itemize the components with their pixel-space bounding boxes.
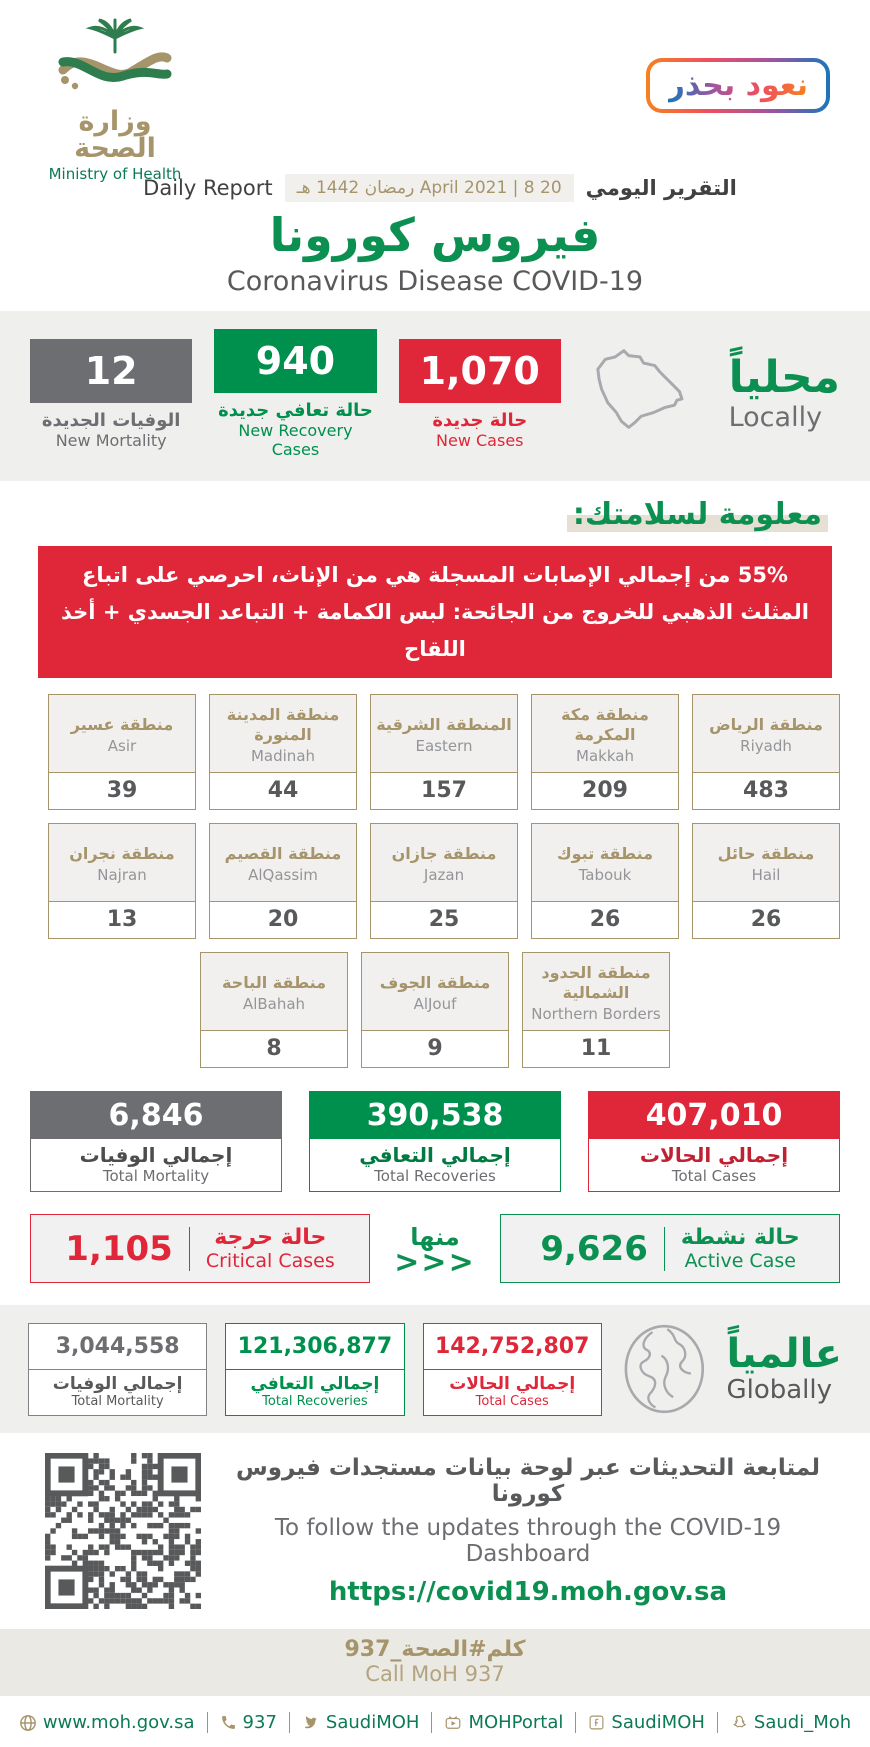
total-recoveries-card (309, 1091, 561, 1192)
locally-section (0, 311, 870, 481)
region-name-en: Hail (751, 866, 781, 885)
new-recoveries-value: 940 (214, 329, 376, 393)
report-title-ar: التقرير اليومي (585, 176, 737, 200)
new-mortality-label-en: New Mortality (55, 430, 167, 450)
totals-section (0, 1081, 870, 1192)
global-cases-label-ar: إجمالي الحالات (449, 1373, 576, 1394)
global-recoveries-label-ar: إجمالي التعافي (250, 1373, 380, 1394)
locally-heading-en: Locally (728, 401, 823, 433)
youtube-icon (444, 1714, 462, 1732)
total-mortality-card (30, 1091, 282, 1192)
region-card-hail (692, 823, 840, 939)
region-name-ar: منطقة المدينة المنورة (226, 705, 340, 745)
new-cases-label-en: New Cases (436, 430, 524, 450)
global-recoveries-card (225, 1323, 404, 1416)
region-name-en: AlBahah (242, 995, 306, 1014)
locally-heading (728, 352, 840, 433)
facebook-icon (588, 1714, 605, 1731)
footer-link-label: SaudiMOH (325, 1712, 420, 1734)
region-value: 483 (743, 778, 789, 804)
region-value: 8 (266, 1036, 282, 1062)
globally-heading-en: Globally (726, 1375, 833, 1406)
region-card-najran (48, 823, 196, 939)
report-date: 20 April 2021 | 8 رمضان 1442 هـ (285, 174, 574, 202)
total-cases-label-en: Total Cases (671, 1167, 757, 1186)
region-name-ar: منطقة تبوك (556, 844, 654, 864)
safety-info-heading-text: معلومة لسلامتك: (567, 497, 828, 532)
title-arabic: فيروس كورونا (269, 208, 601, 262)
global-cases-label-en: Total Cases (475, 1393, 549, 1409)
phone-icon (220, 1714, 237, 1731)
region-name-en: Makkah (576, 747, 634, 766)
global-recoveries-label-en: Total Recoveries (262, 1393, 368, 1409)
footer-link-label: 937 (242, 1712, 277, 1734)
global-mortality-label-ar: إجمالي الوفيات (52, 1373, 183, 1394)
new-recoveries-label-ar: حالة تعافي جديدة (218, 400, 373, 421)
saudi-map-icon (583, 342, 707, 446)
new-cases-stat (399, 339, 561, 450)
new-recoveries-label-en: New Recovery Cases (238, 421, 353, 459)
active-critical-section (0, 1192, 870, 1287)
region-card-aljouf (361, 952, 509, 1068)
region-value: 209 (582, 778, 628, 804)
region-name-en: Madinah (250, 747, 316, 766)
critical-value: 1,105 (65, 1228, 173, 1269)
call-label-en: Call MoH 937 (365, 1662, 505, 1687)
global-mortality-label-en: Total Mortality (71, 1393, 164, 1409)
region-card-alqassim (209, 823, 357, 939)
global-cases-card (423, 1323, 602, 1416)
region-value: 39 (106, 778, 138, 804)
region-name-ar: منطقة القصيم (224, 844, 342, 864)
moh-emblem-icon (55, 18, 175, 102)
footer-link-twitter[interactable] (290, 1712, 433, 1733)
safety-alert-banner: 55% من إجمالي الإصابات المسجلة هي من الإناث، احرصي على اتباع المثلث الذهبي للخروج من الجائحة: لبس الكمامة + التباعد الجسدي + أخذ اللقاح (38, 546, 832, 678)
badge-text: نعود بحذر (667, 68, 808, 103)
regions-row-3 (30, 952, 840, 1068)
region-card-makkah (531, 694, 679, 810)
new-mortality-stat (30, 339, 192, 450)
twitter-icon (302, 1714, 320, 1732)
region-name-ar: منطقة الرياض (709, 715, 823, 735)
region-name-en: Northern Borders (531, 1005, 661, 1024)
global-mortality-value: 3,044,558 (29, 1324, 206, 1370)
globally-heading-ar: عالمياً (726, 1331, 842, 1378)
global-cases-value: 142,752,807 (424, 1324, 601, 1370)
region-name-ar: منطقة الجوف (379, 973, 491, 993)
region-name-en: Riyadh (740, 737, 792, 756)
total-mortality-label-en: Total Mortality (102, 1167, 210, 1186)
region-name-en: AlQassim (248, 866, 318, 885)
new-cases-value: 1,070 (399, 339, 561, 403)
regions-row-1 (30, 694, 840, 810)
region-name-ar: المنطقة الشرقية (376, 715, 512, 735)
region-value: 11 (580, 1036, 612, 1062)
dashboard-line-en: To follow the updates through the COVID-19 Dashboard (274, 1515, 782, 1568)
globe-icon (620, 1321, 709, 1417)
title-english: Coronavirus Disease COVID-19 (226, 266, 644, 297)
safety-info-heading (0, 481, 870, 538)
footer-link-facebook[interactable] (576, 1712, 718, 1733)
footer-link-label: MOHPortal (468, 1712, 564, 1734)
ministry-name-ar: وزارة الصحة (74, 106, 156, 164)
region-name-ar: منطقة حائل (717, 844, 815, 864)
region-card-madinah (209, 694, 357, 810)
return-cautiously-badge (646, 58, 830, 113)
footer-link-label: SaudiMOH (611, 1712, 705, 1734)
header (0, 0, 870, 183)
footer-link-snapchat[interactable] (718, 1712, 863, 1733)
region-name-ar: منطقة عسير (70, 715, 174, 735)
call-hashtag-ar: كلم#الصحة_937 (344, 1637, 526, 1663)
moh-logo (35, 18, 195, 183)
global-recoveries-value: 121,306,877 (226, 1324, 403, 1370)
total-recoveries-label-en: Total Recoveries (374, 1167, 496, 1186)
footer-link-call-937[interactable] (208, 1712, 290, 1733)
active-cases-card (500, 1214, 840, 1283)
region-value: 26 (589, 907, 621, 933)
globe-icon (19, 1714, 37, 1732)
total-cases-label-ar: إجمالي الحالات (639, 1143, 789, 1168)
globally-section (0, 1305, 870, 1433)
of-which-label: منها (410, 1222, 460, 1251)
new-mortality-label-ar: الوفيات الجديدة (41, 409, 181, 431)
total-mortality-value: 6,846 (30, 1091, 282, 1139)
active-value: 9,626 (540, 1228, 648, 1269)
new-mortality-value: 12 (30, 339, 192, 403)
region-name-ar: منطقة الباحة (221, 973, 327, 993)
of-which-connector (394, 1222, 476, 1280)
region-value: 20 (267, 907, 299, 933)
region-name-en: Asir (107, 737, 137, 756)
region-name-en: Jazan (423, 866, 465, 885)
snapchat-icon (730, 1714, 748, 1732)
region-card-tabouk (531, 823, 679, 939)
total-recoveries-label-ar: إجمالي التعافي (359, 1143, 511, 1168)
dashboard-section (0, 1433, 870, 1629)
chevrons-left-icon: <<< (394, 1244, 476, 1280)
region-card-northern-borders (522, 952, 670, 1068)
critical-label-en: Critical Cases (205, 1250, 335, 1273)
regions-grid (0, 692, 870, 1068)
divider (664, 1227, 665, 1271)
report-title-en: Daily Report (143, 176, 273, 200)
active-label-ar: حالة نشطة (680, 1225, 800, 1251)
region-value: 13 (106, 907, 138, 933)
call-strip (0, 1629, 870, 1696)
divider (189, 1227, 190, 1271)
dashboard-url-link[interactable]: https://covid19.moh.gov.sa (328, 1577, 728, 1608)
region-name-en: Najran (97, 866, 147, 885)
region-value: 44 (267, 778, 299, 804)
region-name-ar: منطقة الحدود الشمالية (541, 963, 651, 1003)
region-name-en: AlJouf (413, 995, 457, 1014)
region-name-en: Tabouk (578, 866, 632, 885)
ministry-name-en: Ministry of Health (48, 165, 182, 183)
regions-row-2 (30, 823, 840, 939)
page-title (0, 208, 870, 297)
region-name-ar: منطقة جازان (391, 844, 497, 864)
footer-link-website[interactable] (7, 1712, 208, 1733)
new-cases-label-ar: حالة جديدة (432, 409, 528, 431)
region-name-ar: منطقة مكة المكرمة (561, 705, 649, 745)
region-name-en: Eastern (415, 737, 473, 756)
footer-link-youtube[interactable] (432, 1712, 576, 1733)
new-recoveries-stat (214, 329, 376, 459)
region-value: 157 (421, 778, 467, 804)
region-card-jazan (370, 823, 518, 939)
total-cases-value: 407,010 (588, 1091, 840, 1139)
region-card-albahah (200, 952, 348, 1068)
region-name-ar: منطقة نجران (69, 844, 175, 864)
total-mortality-label-ar: إجمالي الوفيات (79, 1143, 233, 1168)
region-value: 25 (428, 907, 460, 933)
region-value: 9 (427, 1036, 443, 1062)
locally-heading-ar: محلياً (728, 352, 840, 404)
total-cases-card (588, 1091, 840, 1192)
global-mortality-card (28, 1323, 207, 1416)
active-label-en: Active Case (684, 1250, 796, 1273)
region-card-riyadh (692, 694, 840, 810)
dashboard-line-ar: لمتابعة التحديثات عبر لوحة بيانات مستجدات فيروس كورونا (236, 1455, 820, 1508)
footer-link-label: Saudi_Moh (753, 1712, 852, 1734)
critical-cases-card (30, 1214, 370, 1283)
globally-heading (726, 1333, 842, 1405)
total-recoveries-value: 390,538 (309, 1091, 561, 1139)
region-card-eastern (370, 694, 518, 810)
region-value: 26 (750, 907, 782, 933)
footer-link-label: www.moh.gov.sa (42, 1712, 195, 1734)
footer-contact-bar (0, 1696, 870, 1747)
critical-label-ar: حالة حرجة (214, 1225, 327, 1251)
region-card-asir (48, 694, 196, 810)
qr-code (45, 1453, 201, 1609)
